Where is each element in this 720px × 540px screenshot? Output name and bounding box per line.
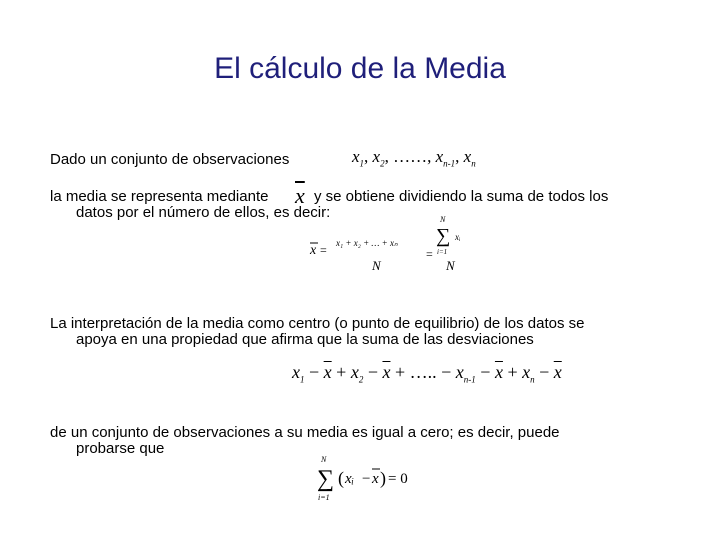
zero-sum-minus: −	[362, 471, 371, 487]
text-line-2b: y se obtiene dividiendo la suma de todos los	[314, 188, 609, 205]
mean-formula-numerator: x₁ + x₂ + … + xₙ	[336, 238, 398, 248]
mean-formula	[300, 212, 500, 278]
text-line-7: probarse que	[76, 440, 165, 457]
zero-sum-symbol: ∑	[317, 466, 335, 492]
zero-sum-xbar: x	[372, 471, 379, 487]
text-line-1: Dado un conjunto de observaciones	[50, 151, 290, 168]
text-line-5: apoya en una propiedad que afirma que la suma de las desviaciones	[76, 331, 534, 348]
text-line-3: datos por el número de ellos, es decir:	[76, 204, 331, 221]
zero-sum-equals-zero: = 0	[388, 471, 408, 487]
sum-upper-limit: N	[440, 215, 446, 224]
text-line-2a: la media se representa mediante	[50, 188, 269, 205]
mean-symbol: $\overline{x}$	[295, 183, 305, 208]
text-line-6: de un conjunto de observaciones a su media es igual a cero; es decir, puede	[50, 424, 560, 441]
zero-sum-upper-limit: N	[321, 455, 327, 464]
mean-formula-denominator: N	[372, 258, 381, 273]
zero-sum-formula	[312, 452, 422, 504]
zero-sum-lower-limit: i=1	[318, 493, 330, 502]
mean-formula-equals: =	[320, 243, 327, 257]
mean-formula-equals-2: =	[426, 247, 433, 261]
mean-formula-denominator-2: N	[446, 258, 455, 273]
zero-sum-xi: xᵢ	[345, 471, 355, 487]
page-title: El cálculo de la Media	[214, 52, 506, 85]
sum-lower-limit: i=1	[437, 248, 448, 256]
sum-symbol: ∑	[436, 225, 451, 247]
zero-sum-open-paren: (	[338, 468, 344, 488]
observations-formula: $x_1$, $x_2$, ……, $x_{n-1}$, $x_n$	[352, 147, 476, 169]
mean-formula-xbar: x	[310, 243, 317, 258]
sum-term: xᵢ	[455, 232, 461, 242]
text-line-4: La interpretación de la media como centro (o punto de equilibrio) de los datos se	[50, 315, 585, 332]
zero-sum-close-paren: )	[380, 468, 386, 488]
deviations-formula: $x_1 - \overline{x} + x_2 - \overline{x}$ + ….. − $x_{n-1} - \overline{x} + x_n - \overline{x}$	[292, 362, 562, 385]
